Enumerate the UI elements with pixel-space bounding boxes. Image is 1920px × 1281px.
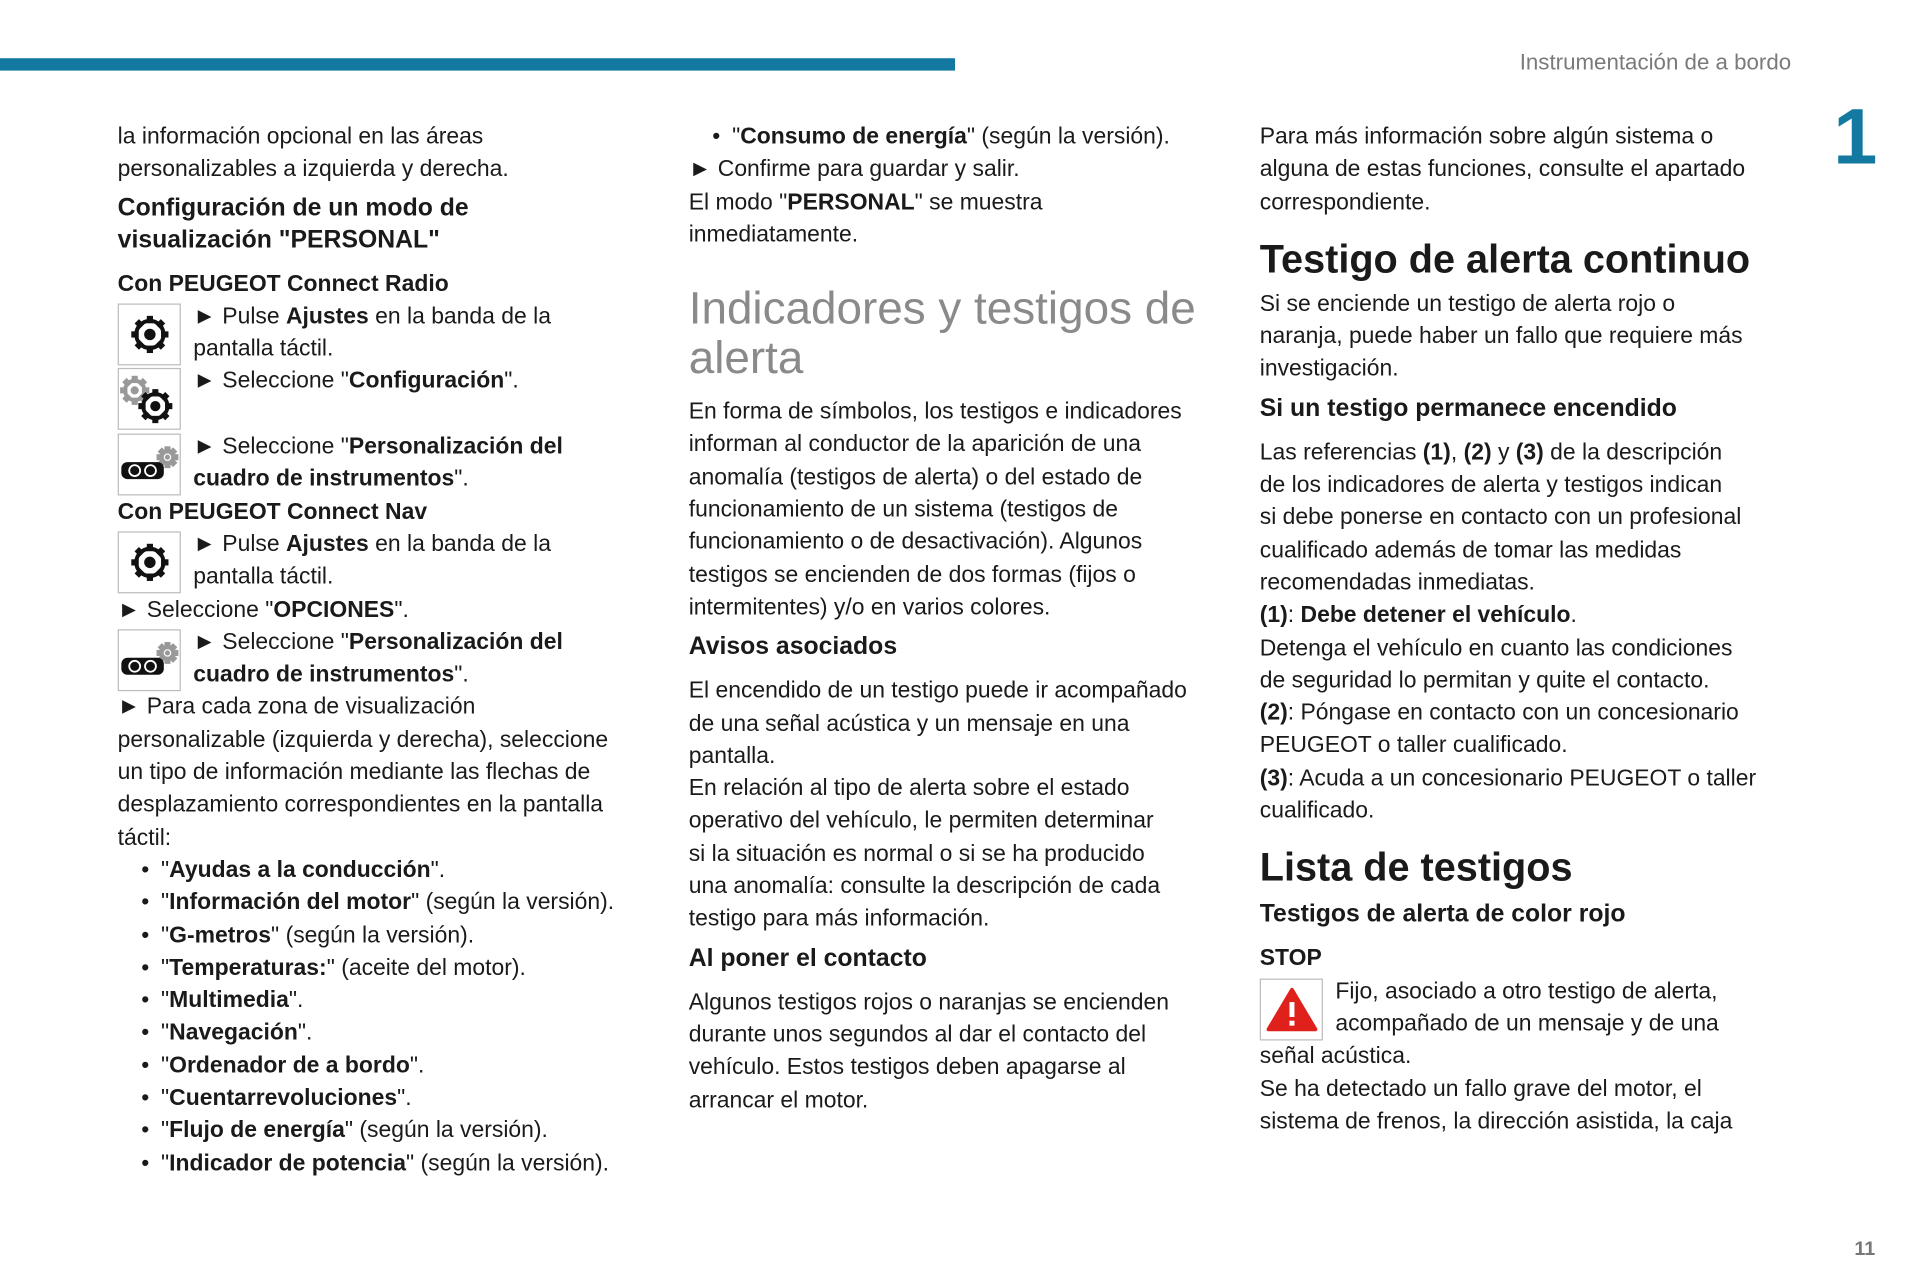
text: Con PEUGEOT Connect Radio bbox=[117, 269, 449, 296]
icon-step bbox=[118, 625, 663, 690]
paragraph bbox=[1260, 631, 1805, 696]
text: " (según la versión). bbox=[344, 1116, 548, 1143]
icon-step bbox=[118, 430, 663, 495]
paragraph bbox=[1260, 1040, 1805, 1138]
text: El modo " bbox=[688, 187, 788, 214]
text: " bbox=[161, 921, 170, 948]
bold-text: Indicador de potencia bbox=[169, 1149, 407, 1176]
bold-text: Multimedia bbox=[169, 986, 289, 1013]
label-heading bbox=[118, 267, 663, 300]
instrument-cluster-icon bbox=[118, 434, 181, 496]
paragraph bbox=[1260, 287, 1805, 385]
paragraph bbox=[689, 986, 1234, 1116]
configuration-gears-icon bbox=[118, 368, 181, 430]
paragraph bbox=[118, 691, 663, 854]
bold-text: (2) bbox=[1259, 698, 1288, 725]
text: " bbox=[161, 1149, 170, 1176]
subheading bbox=[689, 942, 1234, 974]
list-item bbox=[118, 984, 663, 1017]
text: Algunos testigos rojos o naranjas se encienden durante unos segundos al dar el contacto del vehículo. Estos testigos deben apagarse al arrancar el motor. bbox=[688, 988, 1170, 1112]
bullet-marker: • bbox=[141, 855, 150, 882]
text: : Póngase en contacto con un concesionario PEUGEOT o taller cualificado. bbox=[1259, 698, 1739, 758]
bold-text: Ajustes bbox=[285, 302, 369, 329]
text: Al poner el contacto bbox=[688, 944, 927, 972]
instrument-cluster-icon bbox=[118, 629, 181, 691]
text: en la banda de la pantalla táctil. bbox=[193, 302, 551, 361]
bullet-marker: • bbox=[712, 122, 721, 149]
text: Para más información sobre algún sistema o alguna de estas funciones, consulte el apartado correspondiente. bbox=[1259, 122, 1746, 214]
text: " bbox=[161, 855, 170, 882]
bold-text: PERSONAL bbox=[787, 187, 915, 214]
icon-step bbox=[118, 365, 663, 430]
chapter-number: 1 bbox=[1833, 91, 1878, 181]
text: " bbox=[161, 1018, 170, 1045]
text: : Acuda a un concesionario PEUGEOT o taller cualificado. bbox=[1259, 763, 1757, 823]
bold-text: (3) bbox=[1259, 763, 1288, 790]
icon-step bbox=[1260, 974, 1805, 1039]
column-1 bbox=[118, 120, 663, 1179]
bullet-marker: • bbox=[141, 953, 150, 980]
page-number: 11 bbox=[1854, 1238, 1876, 1260]
text: ► Seleccione " bbox=[193, 627, 349, 654]
bold-text: Flujo de energía bbox=[169, 1116, 345, 1143]
paragraph bbox=[118, 120, 663, 185]
section-title bbox=[689, 284, 1234, 383]
running-title: Instrumentación de a bordo bbox=[1519, 49, 1792, 75]
chapter-accent-bar bbox=[0, 58, 955, 70]
text: STOP bbox=[1259, 944, 1322, 971]
paragraph bbox=[689, 153, 1234, 186]
icon-step bbox=[118, 300, 663, 365]
text: ". bbox=[504, 367, 519, 394]
subheading bbox=[1260, 898, 1805, 930]
text: " (según la versión). bbox=[271, 921, 475, 948]
list-item bbox=[118, 1081, 663, 1114]
bold-text: Temperaturas: bbox=[169, 953, 327, 980]
label-heading bbox=[1260, 942, 1805, 975]
text: ". bbox=[430, 855, 446, 882]
bold-text: Información del motor bbox=[169, 888, 412, 915]
text: Indicadores y testigos de alerta bbox=[688, 282, 1196, 383]
subheading bbox=[689, 631, 1234, 663]
list-item bbox=[689, 120, 1234, 153]
settings-gear-icon bbox=[118, 303, 181, 365]
text: Si un testigo permanece encendido bbox=[1259, 394, 1677, 423]
paragraph bbox=[1260, 696, 1805, 761]
list-item bbox=[118, 886, 663, 919]
bold-text: Personalización del cuadro de instrumentos bbox=[193, 432, 563, 491]
text: " bbox=[161, 953, 170, 980]
text: Detenga el vehículo en cuanto las condiciones de seguridad lo permitan y quite el contacto. bbox=[1259, 633, 1733, 693]
text: El encendido de un testigo puede ir acompañado de una señal acústica y un mensaje en una pantalla. bbox=[688, 676, 1187, 768]
text: " (aceite del motor). bbox=[326, 953, 526, 980]
bold-text: G-metros bbox=[169, 921, 272, 948]
section-heading bbox=[1260, 235, 1805, 282]
text: la información opcional en las áreas personalizables a izquierda y derecha. bbox=[117, 122, 509, 182]
text: En relación al tipo de alerta sobre el estado operativo del vehículo, le permiten determinar si la situación es normal o si se ha producido una anomalía: consulte la descripción de cada testigo para más información. bbox=[688, 774, 1161, 931]
bold-text: Navegación bbox=[169, 1018, 298, 1045]
text: ► Confirme para guardar y salir. bbox=[688, 155, 1020, 182]
text: Fijo, asociado a otro testigo de alerta, acompañado de un mensaje y de una bbox=[1335, 976, 1719, 1036]
bold-text: (2) bbox=[1463, 438, 1492, 465]
list-item bbox=[118, 1049, 663, 1082]
text: ". bbox=[297, 1018, 313, 1045]
text: ► Seleccione " bbox=[193, 367, 349, 394]
list-item bbox=[118, 853, 663, 886]
text: ► Seleccione " bbox=[117, 595, 274, 622]
bullet-marker: • bbox=[141, 1018, 150, 1045]
paragraph bbox=[1260, 436, 1805, 599]
text: " bbox=[161, 1116, 170, 1143]
bullet-marker: • bbox=[141, 1116, 150, 1143]
bold-text: Configuración bbox=[348, 367, 505, 394]
text: Las referencias bbox=[1259, 438, 1423, 465]
list-item bbox=[118, 1016, 663, 1049]
list-item bbox=[118, 1147, 663, 1180]
text: ► Para cada zona de visualización personalizable (izquierda y derecha), seleccione un tipo de información mediante las flechas de desplazamiento correspondientes en la pantalla táctil: bbox=[117, 692, 609, 850]
bold-text: Ordenador de a bordo bbox=[169, 1051, 410, 1078]
text: Si se enciende un testigo de alerta rojo o naranja, puede haber un fallo que requiere más investigación. bbox=[1259, 289, 1743, 381]
bold-text: Personalización del cuadro de instrumentos bbox=[193, 627, 563, 687]
text: " se muestra inmediatamente. bbox=[688, 187, 1043, 247]
section-heading bbox=[1260, 844, 1805, 891]
text: Configuración de un modo de visualización "PERSONAL" bbox=[117, 193, 469, 254]
list-item bbox=[118, 919, 663, 952]
bullet-marker: • bbox=[141, 1083, 150, 1110]
bold-text: Ajustes bbox=[285, 530, 369, 557]
warning-triangle-icon bbox=[1260, 978, 1323, 1040]
subheading bbox=[118, 191, 663, 255]
text: " (según la versión). bbox=[966, 122, 1170, 149]
bullet-marker: • bbox=[141, 1051, 150, 1078]
bold-text: (3) bbox=[1515, 438, 1544, 465]
text: : bbox=[1287, 601, 1301, 628]
text: señal acústica. Se ha detectado un fallo grave del motor, el sistema de frenos, la dirección asistida, la caja bbox=[1259, 1042, 1733, 1134]
paragraph bbox=[1260, 599, 1805, 632]
bullet-marker: • bbox=[141, 888, 150, 915]
text: Testigos de alerta de color rojo bbox=[1259, 900, 1626, 929]
text: ► Pulse bbox=[193, 302, 286, 329]
text: ". bbox=[394, 595, 409, 622]
bold-text: (1) bbox=[1259, 601, 1288, 628]
list-item bbox=[118, 1114, 663, 1147]
subheading bbox=[1260, 392, 1805, 424]
paragraph bbox=[689, 395, 1234, 623]
text: " bbox=[161, 1051, 170, 1078]
text: ". bbox=[409, 1051, 425, 1078]
text: ". bbox=[454, 464, 469, 491]
paragraph bbox=[1260, 761, 1805, 826]
text: ► Seleccione " bbox=[193, 432, 349, 459]
text: ". bbox=[397, 1083, 412, 1110]
bold-text: Ayudas a la conducción bbox=[169, 855, 431, 882]
bullet-marker: • bbox=[141, 986, 150, 1013]
text: " bbox=[161, 986, 170, 1013]
text: Avisos asociados bbox=[688, 633, 898, 661]
label-heading bbox=[118, 495, 663, 528]
column-2 bbox=[689, 120, 1234, 1116]
bullet-marker: • bbox=[141, 1149, 150, 1176]
text: Con PEUGEOT Connect Nav bbox=[117, 497, 428, 524]
list-item bbox=[118, 951, 663, 984]
text: En forma de símbolos, los testigos e indicadores informan al conductor de la aparición de una anomalía (testigos de alerta) o del estado de funcionamiento de un sistema (testigos de funcionamiento o de desactivación). Algunos testigos se encienden de dos formas (fijos o intermitentes) y/o en varios colores. bbox=[688, 397, 1182, 620]
column-3 bbox=[1260, 120, 1805, 1137]
paragraph bbox=[689, 185, 1234, 250]
text: Lista de testigos bbox=[1259, 845, 1573, 890]
text: " bbox=[732, 122, 741, 149]
paragraph bbox=[1260, 120, 1805, 218]
bold-text: OPCIONES bbox=[273, 595, 395, 622]
bullet-marker: • bbox=[141, 921, 150, 948]
bold-text: Consumo de energía bbox=[740, 122, 967, 149]
text: . bbox=[1570, 601, 1577, 628]
text: ". bbox=[454, 660, 469, 687]
text: ". bbox=[288, 986, 304, 1013]
bold-text: (1) bbox=[1422, 438, 1451, 465]
text: " (según la versión). bbox=[411, 888, 615, 915]
bold-text: Cuentarrevoluciones bbox=[169, 1083, 398, 1110]
text: de la descripción de los indicadores de alerta y testigos indican si debe ponerse en contacto con un profesional cualificado además de tomar las medidas recomendadas inmediatas. bbox=[1259, 438, 1742, 595]
text: , bbox=[1450, 438, 1464, 465]
paragraph bbox=[689, 772, 1234, 935]
text: " bbox=[161, 1083, 170, 1110]
text: en la banda de la pantalla táctil. bbox=[193, 530, 551, 589]
paragraph bbox=[118, 593, 663, 626]
settings-gear-icon bbox=[118, 531, 181, 593]
paragraph bbox=[689, 674, 1234, 772]
bold-text: Debe detener el vehículo bbox=[1300, 601, 1571, 628]
text: Testigo de alerta continuo bbox=[1259, 236, 1751, 282]
icon-step bbox=[118, 528, 663, 593]
text: y bbox=[1491, 438, 1516, 465]
text: " (según la versión). bbox=[406, 1149, 610, 1176]
text: " bbox=[161, 888, 170, 915]
text: ► Pulse bbox=[193, 530, 286, 557]
